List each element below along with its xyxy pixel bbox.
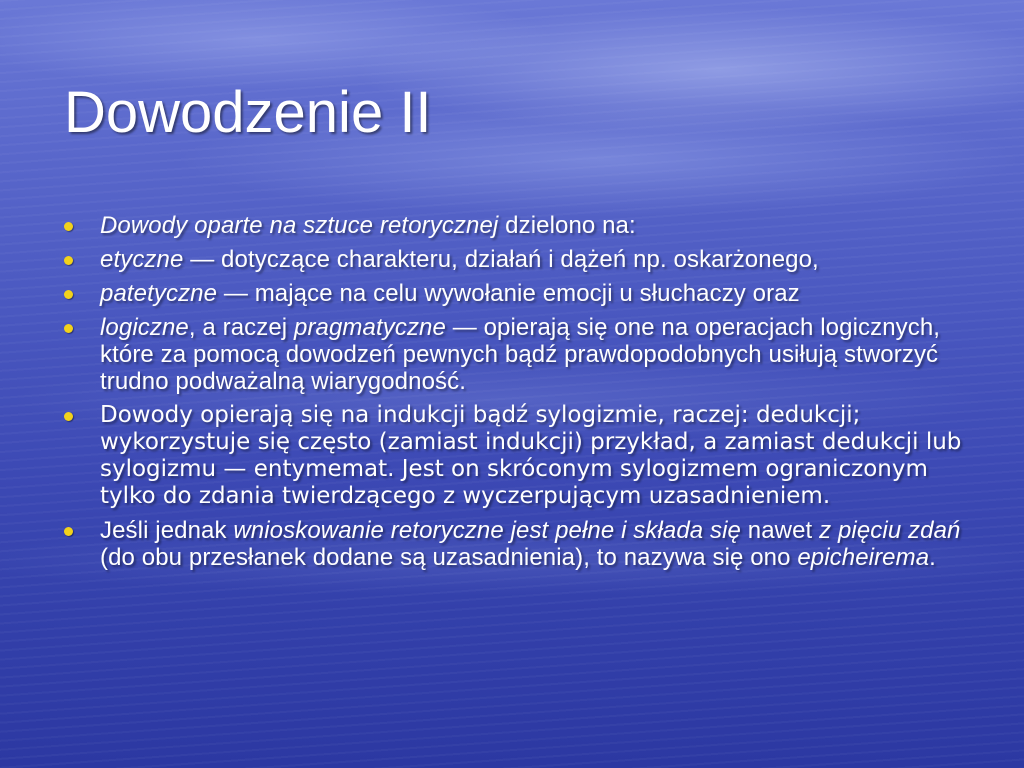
text-segment: — opierają się one na operacjach logicznych, które za pomocą dowodzeń pewnych bądź prawdopodobnych usiłują stworzyć trudno podważalną wiarygodność. [100,314,941,395]
bullet-item [62,280,962,307]
text-segment: Dowody opierają się na indukcji bądź sylogizmie, raczej: dedukcji; wykorzystuje się często (zamiast indukcji) przykład, a zamiast dedukcji lub sylogizmu — entymemat. Jest on skróconym sylogizmem ograniczonym tylko do zdania twierdzącego z wyczerpującym uzasadnieniem. [100,402,962,509]
italic-segment: wnioskowanie retoryczne jest pełne i składa się [233,517,741,544]
bullet-dot-icon [64,290,73,299]
italic-segment: etyczne [100,246,184,273]
text-segment: dzielono na: [498,212,636,239]
text-segment: (do obu przesłanek dodane są uzasadnienia), to nazywa się ono [100,544,798,571]
text-segment: nawet [741,517,820,544]
italic-segment: patetyczne [100,280,218,307]
bullet-dot-icon [64,222,73,231]
bullet-dot-icon [64,412,73,421]
text-segment: Jeśli jednak [100,517,234,544]
bullet-item [62,517,962,571]
text-segment: , a raczej [188,314,294,341]
text-segment: — mające na celu wywołanie emocji u słuchaczy oraz [217,280,800,307]
bullet-list [62,212,962,578]
italic-segment: Dowody oparte na sztuce retorycznej [100,212,499,239]
bullet-dot-icon [64,324,73,333]
slide-title: Dowodzenie II [64,80,432,145]
italic-segment: z pięciu zdań [819,517,961,544]
bullet-item [62,246,962,273]
text-segment: — dotyczące charakteru, działań i dążeń np. oskarżonego, [183,246,819,273]
bullet-dot-icon [64,256,73,265]
bullet-dot-icon [64,527,73,536]
bullet-item [62,212,962,239]
bullet-item [62,402,962,510]
italic-segment: logiczne [100,314,189,341]
italic-segment: epicheirema [797,544,930,571]
italic-segment: pragmatyczne [294,314,446,341]
bullet-item [62,314,962,395]
text-segment: . [929,544,936,571]
